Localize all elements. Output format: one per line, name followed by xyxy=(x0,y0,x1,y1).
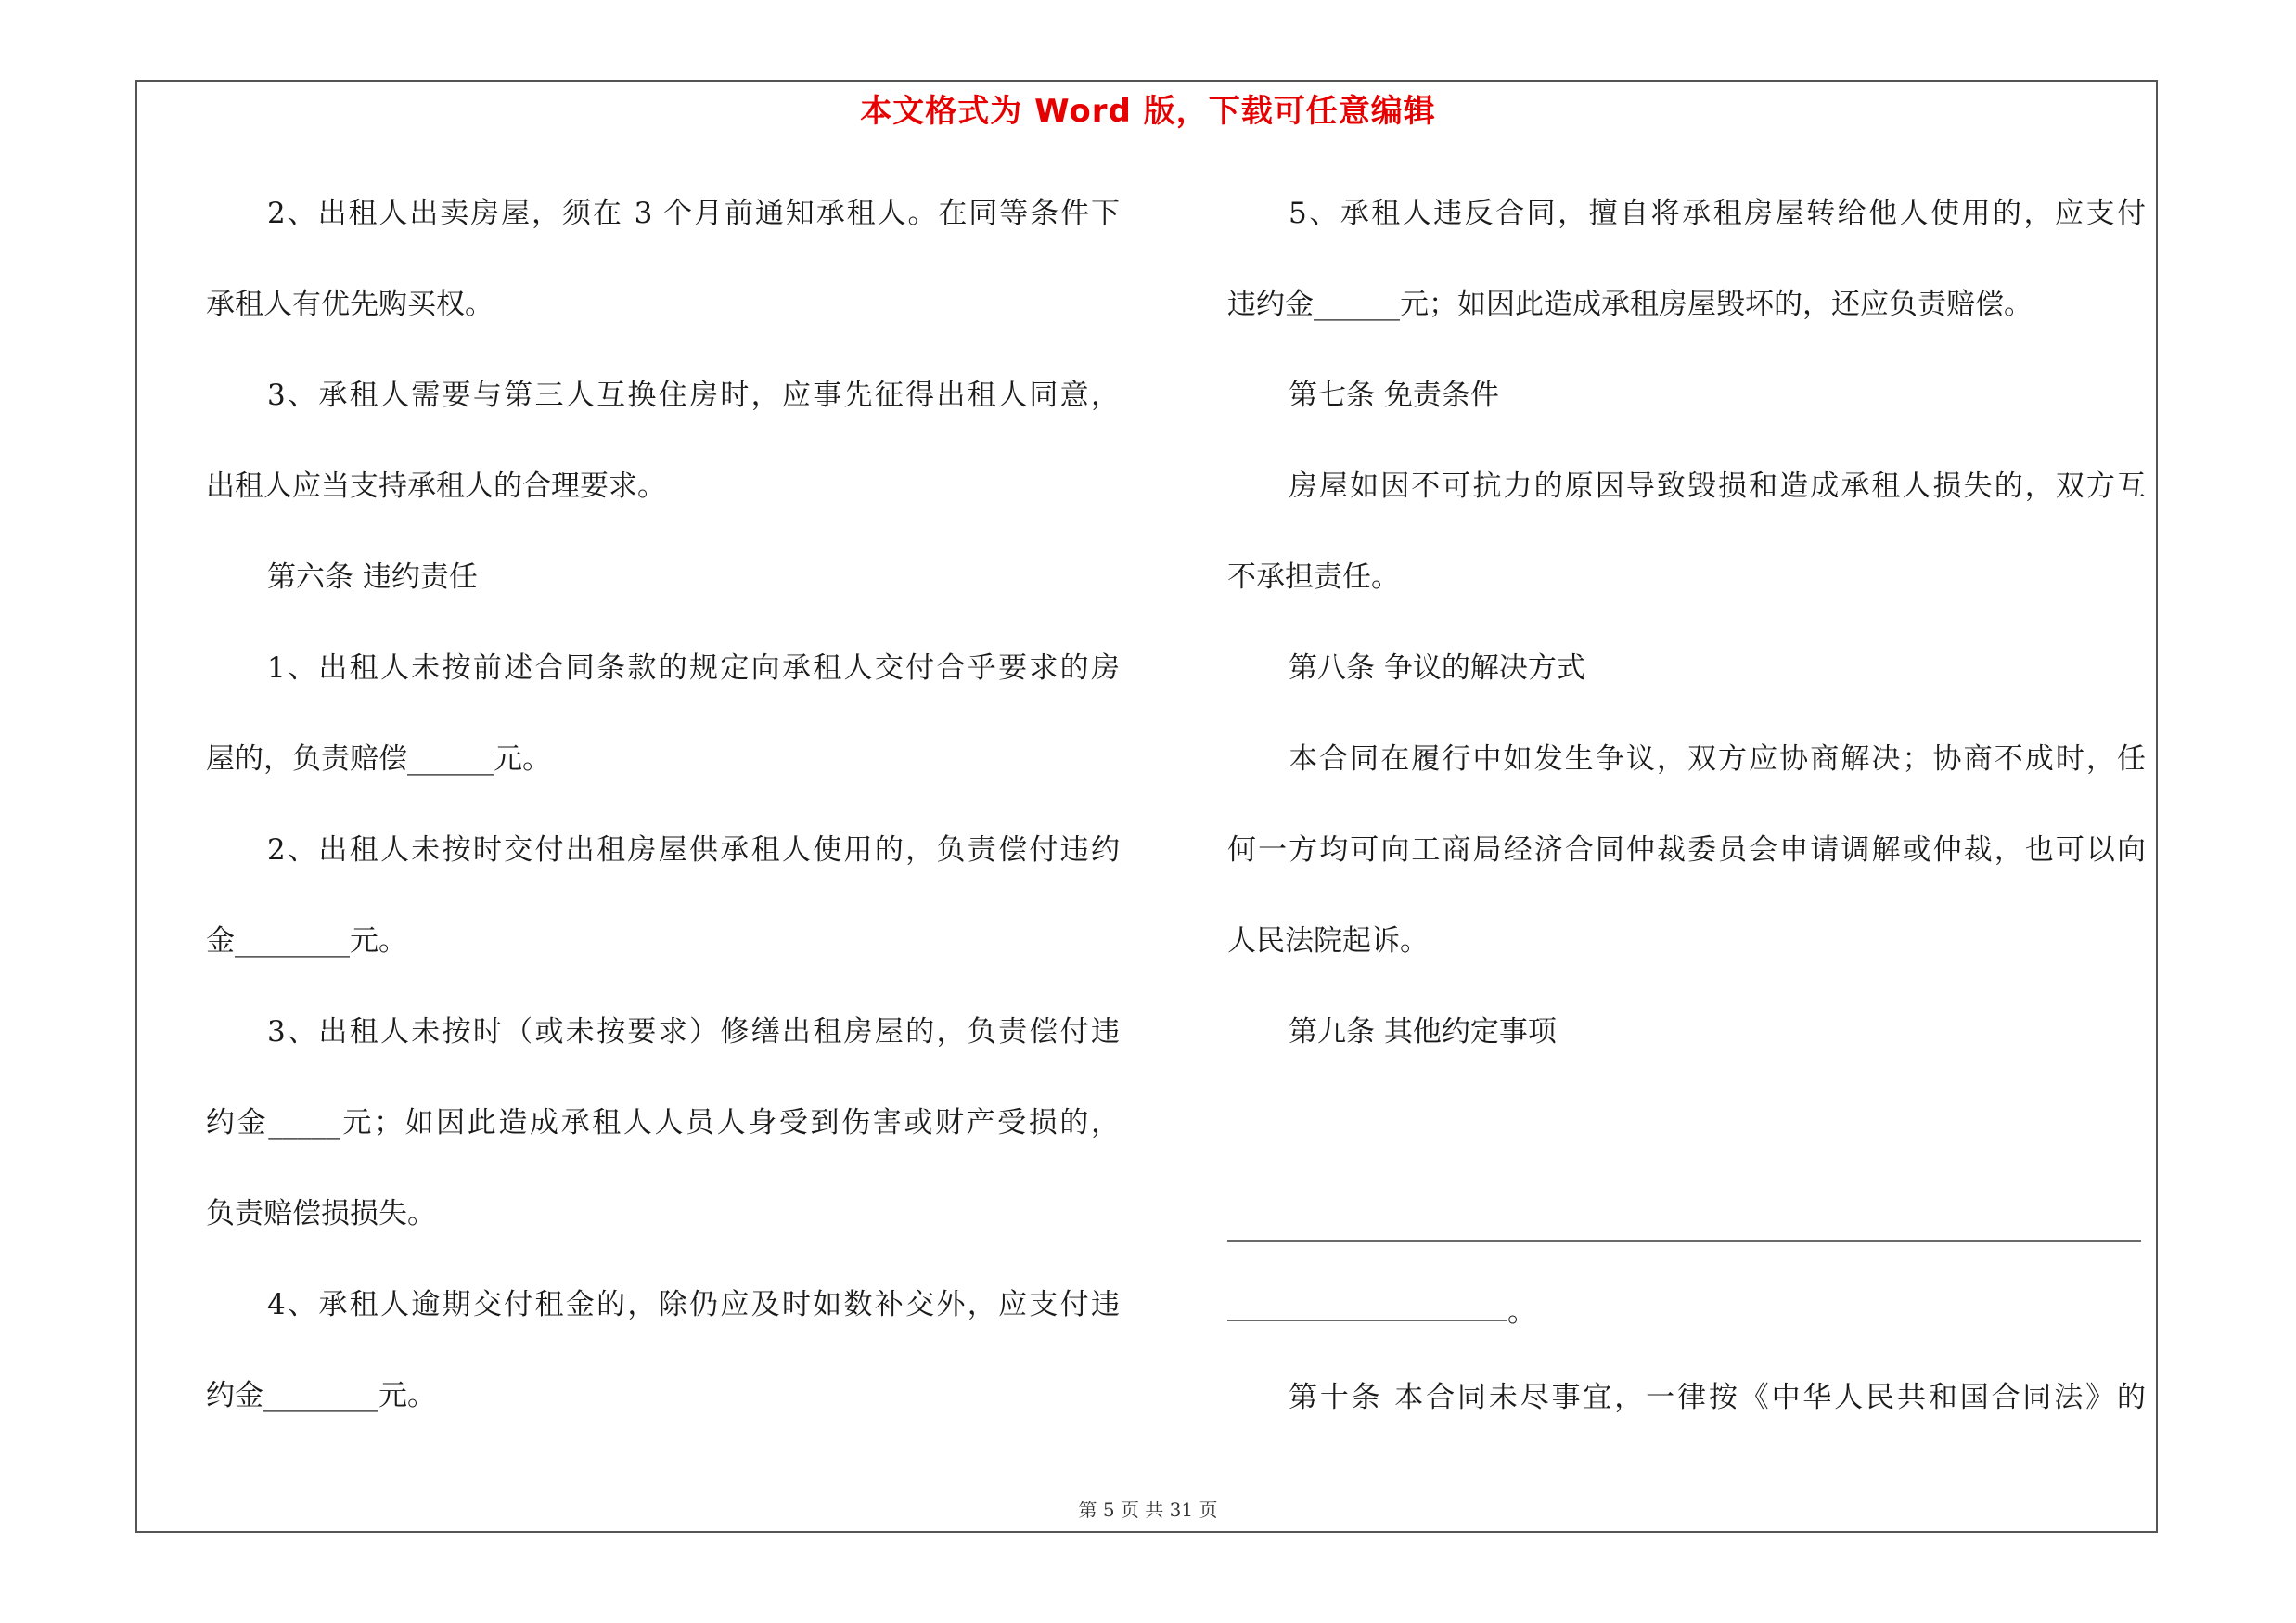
text-line: 承租人有优先购买权。 xyxy=(206,288,494,321)
text-line: 人民法院起诉。 xyxy=(1227,924,1429,958)
text-line: 3、出租人未按时（或未按要求）修缮出租房屋的，负责偿付违 xyxy=(267,1015,1120,1049)
text-line: 何一方均可向工商局经济合同仲裁委员会申请调解或仲裁，也可以向 xyxy=(1227,833,2146,867)
text-line: 第七条 免责条件 xyxy=(1289,379,1499,412)
blank-underline xyxy=(1227,1279,1507,1321)
text-line: 第八条 争议的解决方式 xyxy=(1289,651,1585,685)
empty-line xyxy=(1227,1095,2146,1186)
text-line: 第九条 其他约定事项 xyxy=(1289,1015,1557,1049)
text-line: 本合同在履行中如发生争议，双方应协商解决；协商不成时，任 xyxy=(1289,742,2146,776)
text-line: 屋的，负责赔偿______元。 xyxy=(206,742,551,776)
text-line: 2、出租人未按时交付出租房屋供承租人使用的，负责偿付违约 xyxy=(267,833,1120,867)
text-line: 2、出租人出卖房屋，须在 3 个月前通知承租人。在同等条件下 xyxy=(267,197,1120,230)
text-line: 不承担责任。 xyxy=(1227,560,1400,594)
text-line: 违约金______元；如因此造成承租房屋毁坏的，还应负责赔偿。 xyxy=(1227,288,2033,321)
text-line: 金________元。 xyxy=(206,924,407,958)
fill-in-blank-line xyxy=(1227,1186,2141,1242)
page-number: 第 5 页 共 31 页 xyxy=(1078,1499,1218,1521)
document-banner: 本文格式为 Word 版，下载可任意编辑 xyxy=(860,93,1436,130)
text-line: 3、承租人需要与第三人互换住房时，应事先征得出租人同意， xyxy=(267,379,1120,412)
text-line: 第十条 本合同未尽事宜，一律按《中华人民共和国合同法》的 xyxy=(1289,1381,2146,1414)
text-line: 约金________元。 xyxy=(206,1379,436,1412)
text-line: 约金_____元；如因此造成承租人人员人身受到伤害或财产受损的， xyxy=(206,1106,1120,1140)
text-line: 出租人应当支持承租人的合理要求。 xyxy=(206,470,666,503)
text-line: 5、承租人违反合同，擅自将承租房屋转给他人使用的，应支付 xyxy=(1289,197,2146,230)
right-column xyxy=(1227,186,2146,1461)
fill-in-blank-short xyxy=(1227,1279,2146,1370)
text-line: 负责赔偿损损失。 xyxy=(206,1197,436,1230)
left-column xyxy=(206,186,1120,1459)
text-line: 4、承租人逾期交付租金的，除仍应及时如数补交外，应支付违 xyxy=(267,1288,1120,1321)
text-line: 房屋如因不可抗力的原因导致毁损和造成承租人损失的，双方互 xyxy=(1289,470,2146,503)
text-line: 1、出租人未按前述合同条款的规定向承租人交付合乎要求的房 xyxy=(267,651,1120,685)
blank-end-punct: 。 xyxy=(1507,1295,1536,1329)
text-line: 第六条 违约责任 xyxy=(267,560,478,594)
